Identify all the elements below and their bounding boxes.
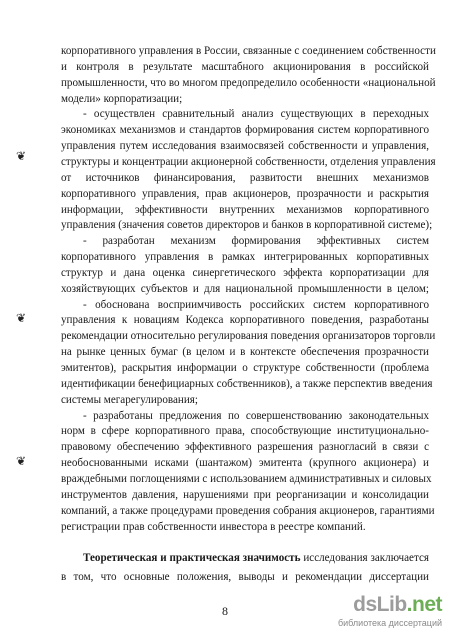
margin-mark-3: ❦ bbox=[16, 454, 27, 468]
margin-mark-2: ❦ bbox=[16, 311, 27, 325]
significance-line bbox=[61, 552, 429, 565]
text-line: и контроля в результате масштабного акционирования в российской bbox=[61, 60, 429, 73]
significance-heading: Теоретическая и практическая значимость bbox=[83, 552, 301, 564]
text-line: управления путем исследования взаимосвязей собственности и управления, bbox=[61, 140, 429, 153]
watermark-logo-name: dsLib bbox=[353, 593, 407, 616]
text-line: управления (значения советов директоров и банков в корпоративной системе); bbox=[61, 219, 433, 232]
text-line: регистрации прав собственности инвестора в реестре компаний. bbox=[61, 520, 366, 533]
text-line: хозяйствующих субъектов и для национальной промышленности в целом; bbox=[61, 282, 429, 295]
text-line: структур и дана оценка синергетического эффекта корпоратизации для bbox=[61, 266, 429, 279]
text-line: промышленности, что во многом предопределило особенности «национальной bbox=[61, 76, 436, 89]
watermark-logo bbox=[353, 594, 442, 616]
text-line: корпоративного управления в рамках интегрированных корпоративных bbox=[61, 251, 429, 264]
text-line: рекомендации относительно регулирования поведения организаторов торговли bbox=[61, 330, 436, 343]
text-line: - обоснована восприимчивость российских систем корпоративного bbox=[83, 298, 429, 311]
significance-text: исследования заключается bbox=[300, 552, 429, 564]
text-line: эмитентов), раскрытия информации о структуре собственности (проблема bbox=[61, 362, 429, 374]
text-line: инструментов давления, нарушениями при реорганизации и консолидации bbox=[61, 488, 429, 501]
text-line: необоснованными исками (шантажом) эмитента (крупного акционера) и bbox=[61, 457, 429, 470]
text-line: враждебными поглощениями с использованием административных и силовых bbox=[61, 472, 432, 485]
text-line: экономиках механизмов и стандартов формирования систем корпоративного bbox=[61, 124, 429, 137]
text-line: структуры и концентрации акционерной собственности, отделения управления bbox=[61, 155, 436, 168]
margin-mark-1: ❦ bbox=[16, 149, 27, 163]
page-number: 8 bbox=[222, 604, 228, 618]
text-line: корпоративного управления в России, связанные с соединением собственности bbox=[61, 45, 436, 57]
text-line: идентификации бенефициарных собственников), а также перспектив введения bbox=[61, 377, 433, 390]
watermark-tagline: библиотека диссертаций bbox=[337, 618, 442, 628]
text-line: системы мегарегулирования; bbox=[61, 393, 198, 406]
text-line: - разработан механизм формирования эффективных систем bbox=[83, 235, 429, 248]
text-line: правовому обеспечению эффективного разрешения разногласий в связи с bbox=[61, 441, 429, 454]
text-line: норм в сфере корпоративного права, способствующие институционально- bbox=[61, 425, 429, 438]
text-line: компаний, а также процедурами проведения собрания акционеров, гарантиями bbox=[61, 504, 435, 517]
text-line: - разработаны предложения по совершенствованию законодательных bbox=[83, 409, 429, 422]
text-line: от источников финансирования, развитости внешних механизмов bbox=[61, 171, 429, 184]
text-line: на рынке ценных бумаг (в целом и в контексте обеспечения прозрачности bbox=[61, 346, 429, 359]
text-line: - осуществлен сравнительный анализ существующих в переходных bbox=[83, 108, 429, 121]
text-line: управления к новациям Кодекса корпоративного поведения, разработаны bbox=[61, 314, 429, 327]
text-line: модели» корпоратизации; bbox=[61, 92, 183, 105]
last-text-line: в том, что основные положения, выводы и рекомендации диссертации bbox=[61, 571, 429, 583]
watermark bbox=[324, 594, 448, 634]
text-line: информации, эффективности внутренних механизмов корпоративного bbox=[61, 203, 429, 216]
text-line: корпоративного управления, прав акционеров, прозрачности и раскрытия bbox=[61, 187, 429, 200]
watermark-logo-domain: .net bbox=[406, 593, 442, 616]
